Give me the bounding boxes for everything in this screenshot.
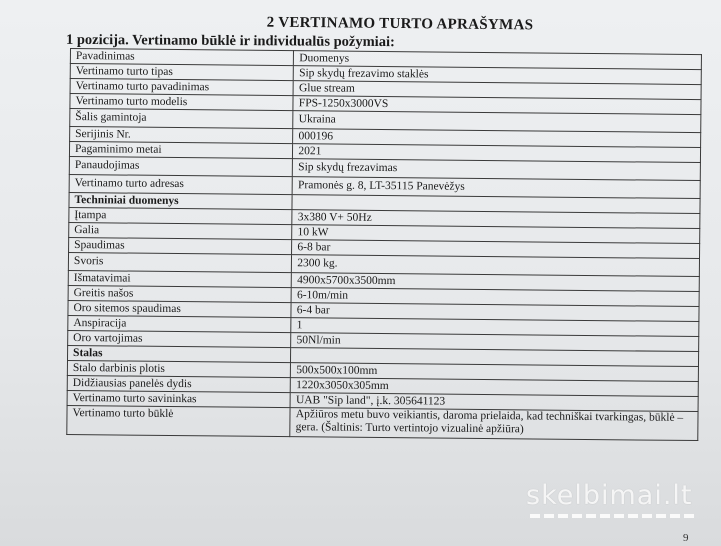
row-label: Vertinamo turto modelis	[70, 94, 293, 111]
row-value: 3x380 V+ 50Hz	[292, 210, 700, 229]
row-value: Sip skydų frezavimas	[293, 159, 701, 181]
row-value: 6-4 bar	[291, 303, 699, 322]
section-label: Techniniai duomenys	[69, 192, 292, 209]
row-value: 4900x5700x3500mm	[292, 273, 700, 292]
property-details-table	[66, 48, 702, 441]
row-label: Oro vartojimas	[68, 330, 291, 347]
document-title: 2 VERTINAMO TURTO APRAŠYMAS	[266, 14, 534, 34]
row-label: Serijinis Nr.	[70, 127, 293, 144]
row-value: 500x500x100mm	[291, 363, 699, 382]
row-value: 000196	[293, 129, 701, 148]
row-label: Pagaminimo metai	[69, 142, 292, 159]
row-label: Vertinamo turto pavadinimas	[70, 79, 293, 96]
row-value: Duomenys	[294, 51, 702, 70]
row-value: 6-8 bar	[292, 240, 700, 259]
row-label: Įtampa	[69, 207, 292, 224]
row-value: 10 kW	[292, 225, 700, 244]
row-label: Svoris	[68, 252, 292, 272]
row-label: Šalis gamintoja	[70, 109, 294, 129]
row-value: 6-10m/min	[291, 288, 699, 307]
row-label: Greitis našos	[68, 285, 291, 302]
row-value: Ukraina	[293, 111, 701, 133]
watermark-underline	[530, 514, 698, 518]
row-label: Pavadinimas	[70, 49, 293, 66]
row-label: Stalo darbinis plotis	[67, 360, 290, 377]
row-label: Vertinamo turto būklė	[67, 405, 291, 436]
row-value: Pramonės g. 8, LT-35115 Panevėžys	[292, 177, 700, 199]
row-label: Vertinamo turto adresas	[69, 174, 293, 194]
row-label: Išmatavimai	[68, 270, 291, 287]
row-value: 2300 kg.	[292, 255, 700, 277]
row-label: Vertinamo turto tipas	[70, 64, 293, 81]
row-label: Oro sitemos spaudimas	[68, 300, 291, 317]
row-value: FPS-1250x3000VS	[293, 96, 701, 115]
row-label: Galia	[69, 222, 292, 239]
row-label: Spaudimas	[69, 237, 292, 254]
row-value: Apžiūros metu buvo veikiantis, daroma prielaida, kad techniškai tvarkingas, būklė – gera. (Šaltinis: Turto vertintojo vizualinė apžiūra)	[290, 408, 698, 441]
row-value: 50Nl/min	[291, 333, 699, 352]
section-title: 1 pozicija. Vertinamo būklė ir individualūs požymiai:	[65, 31, 395, 51]
section-label: Stalas	[68, 345, 291, 362]
watermark-logo: skelbimai.lt	[526, 480, 693, 511]
row-value: 2021	[293, 144, 701, 163]
row-value: Glue stream	[293, 81, 701, 100]
table-row	[67, 405, 698, 440]
row-value: 1220x3050x305mm	[291, 378, 699, 397]
row-value: Sip skydų frezavimo staklės	[294, 66, 702, 85]
row-value: UAB "Sip land", į.k. 305641123	[290, 393, 698, 412]
row-label: Panaudojimas	[69, 156, 293, 176]
row-label: Anspiracija	[68, 315, 291, 332]
row-value: 1	[291, 318, 699, 337]
row-label: Didžiausias panelės dydis	[67, 375, 290, 392]
page-number: 9	[683, 532, 689, 544]
row-label: Vertinamo turto savininkas	[67, 390, 290, 407]
